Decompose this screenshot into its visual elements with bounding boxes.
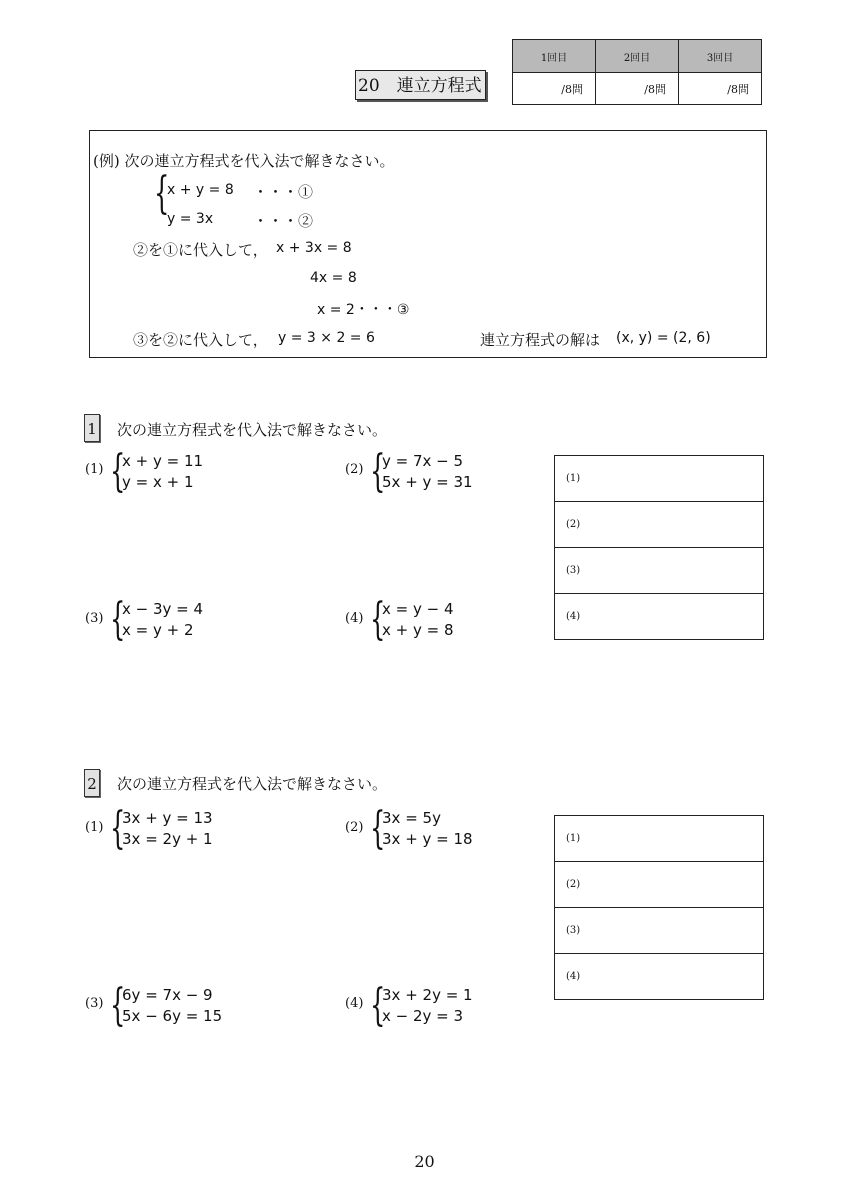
- example-answer-eq: (x, y) = (2, 6): [616, 330, 711, 346]
- s2-p3-label: (3): [85, 996, 104, 1011]
- example-step3-eq: x = 2・・・③: [317, 302, 410, 318]
- s1-answer-field-1[interactable]: (1): [555, 456, 764, 502]
- example-brace: {: [154, 168, 170, 219]
- s2-p2-label: (2): [345, 820, 364, 835]
- attempt-score-1: /8問: [513, 73, 596, 105]
- example-eq2-mark: ・・・②: [253, 212, 314, 230]
- example-step1-text: ②を①に代入して，: [133, 241, 268, 259]
- s1-p3-brace: {: [110, 594, 126, 645]
- example-step4-text: ③を②に代入して，: [133, 331, 268, 349]
- example-intro: (例) 次の連立方程式を代入法で解きなさい。: [93, 152, 395, 170]
- s2-p2-eq2: 3x + y = 18: [382, 830, 473, 848]
- attempt-score-2: /8問: [596, 73, 679, 105]
- s2-p2-brace: {: [370, 803, 386, 854]
- s2-p3-brace: {: [110, 980, 126, 1031]
- s1-p4-label: (4): [345, 611, 364, 626]
- example-step1-eq: x + 3x = 8: [276, 240, 352, 256]
- s2-p4-label: (4): [345, 996, 364, 1011]
- page-number: 20: [414, 1152, 435, 1171]
- s2-p1-label: (1): [85, 820, 104, 835]
- score-table: [512, 39, 762, 105]
- s2-p2-eq1: 3x = 5y: [382, 809, 441, 827]
- s2-p3-eq1: 6y = 7x − 9: [122, 986, 213, 1004]
- s1-answer-field-3[interactable]: (3): [555, 548, 764, 594]
- section1-number: 1: [84, 414, 100, 442]
- s1-p1-eq2: y = x + 1: [122, 473, 194, 491]
- s2-p1-brace: {: [110, 803, 126, 854]
- s1-p1-label: (1): [85, 462, 104, 477]
- s1-p2-eq1: y = 7x − 5: [382, 452, 464, 470]
- s1-p2-brace: {: [370, 446, 386, 497]
- s1-p4-eq1: x = y − 4: [382, 600, 454, 618]
- attempt-header-1: 1回目: [513, 40, 596, 73]
- s1-p3-label: (3): [85, 611, 104, 626]
- section2-instruction: 次の連立方程式を代入法で解きなさい。: [117, 775, 388, 793]
- s2-p3-eq2: 5x − 6y = 15: [122, 1007, 223, 1025]
- s2-p4-eq2: x − 2y = 3: [382, 1007, 464, 1025]
- s2-answer-field-4[interactable]: (4): [555, 954, 764, 1000]
- s2-answer-field-3[interactable]: (3): [555, 908, 764, 954]
- s2-p1-eq1: 3x + y = 13: [122, 809, 213, 827]
- example-eq1: x + y = 8: [167, 182, 234, 198]
- s2-answer-field-2[interactable]: (2): [555, 862, 764, 908]
- example-eq1-mark: ・・・①: [253, 183, 314, 201]
- s1-p3-eq2: x = y + 2: [122, 621, 194, 639]
- s1-p2-eq2: 5x + y = 31: [382, 473, 473, 491]
- s1-answer-field-2[interactable]: (2): [555, 502, 764, 548]
- section1-instruction: 次の連立方程式を代入法で解きなさい。: [117, 421, 388, 439]
- s2-p1-eq2: 3x = 2y + 1: [122, 830, 213, 848]
- section1-answer-box: [554, 455, 764, 640]
- s1-p2-label: (2): [345, 462, 364, 477]
- s1-p4-eq2: x + y = 8: [382, 621, 454, 639]
- s1-p4-brace: {: [370, 594, 386, 645]
- attempt-header-2: 2回目: [596, 40, 679, 73]
- s1-answer-field-4[interactable]: (4): [555, 594, 764, 640]
- s2-answer-field-1[interactable]: (1): [555, 816, 764, 862]
- s1-p1-brace: {: [110, 446, 126, 497]
- attempt-header-3: 3回目: [679, 40, 762, 73]
- section2-answer-box: [554, 815, 764, 1000]
- example-eq2: y = 3x: [167, 211, 214, 227]
- example-step2-eq: 4x = 8: [310, 270, 357, 286]
- s2-p4-eq1: 3x + 2y = 1: [382, 986, 473, 1004]
- s1-p1-eq1: x + y = 11: [122, 452, 204, 470]
- page-title: 20 連立方程式: [355, 70, 486, 100]
- s2-p4-brace: {: [370, 980, 386, 1031]
- example-answer-text: 連立方程式の解は: [480, 331, 601, 349]
- attempt-score-3: /8問: [679, 73, 762, 105]
- section2-number: 2: [84, 769, 100, 797]
- example-step4-eq: y = 3 × 2 = 6: [278, 330, 375, 346]
- s1-p3-eq1: x − 3y = 4: [122, 600, 204, 618]
